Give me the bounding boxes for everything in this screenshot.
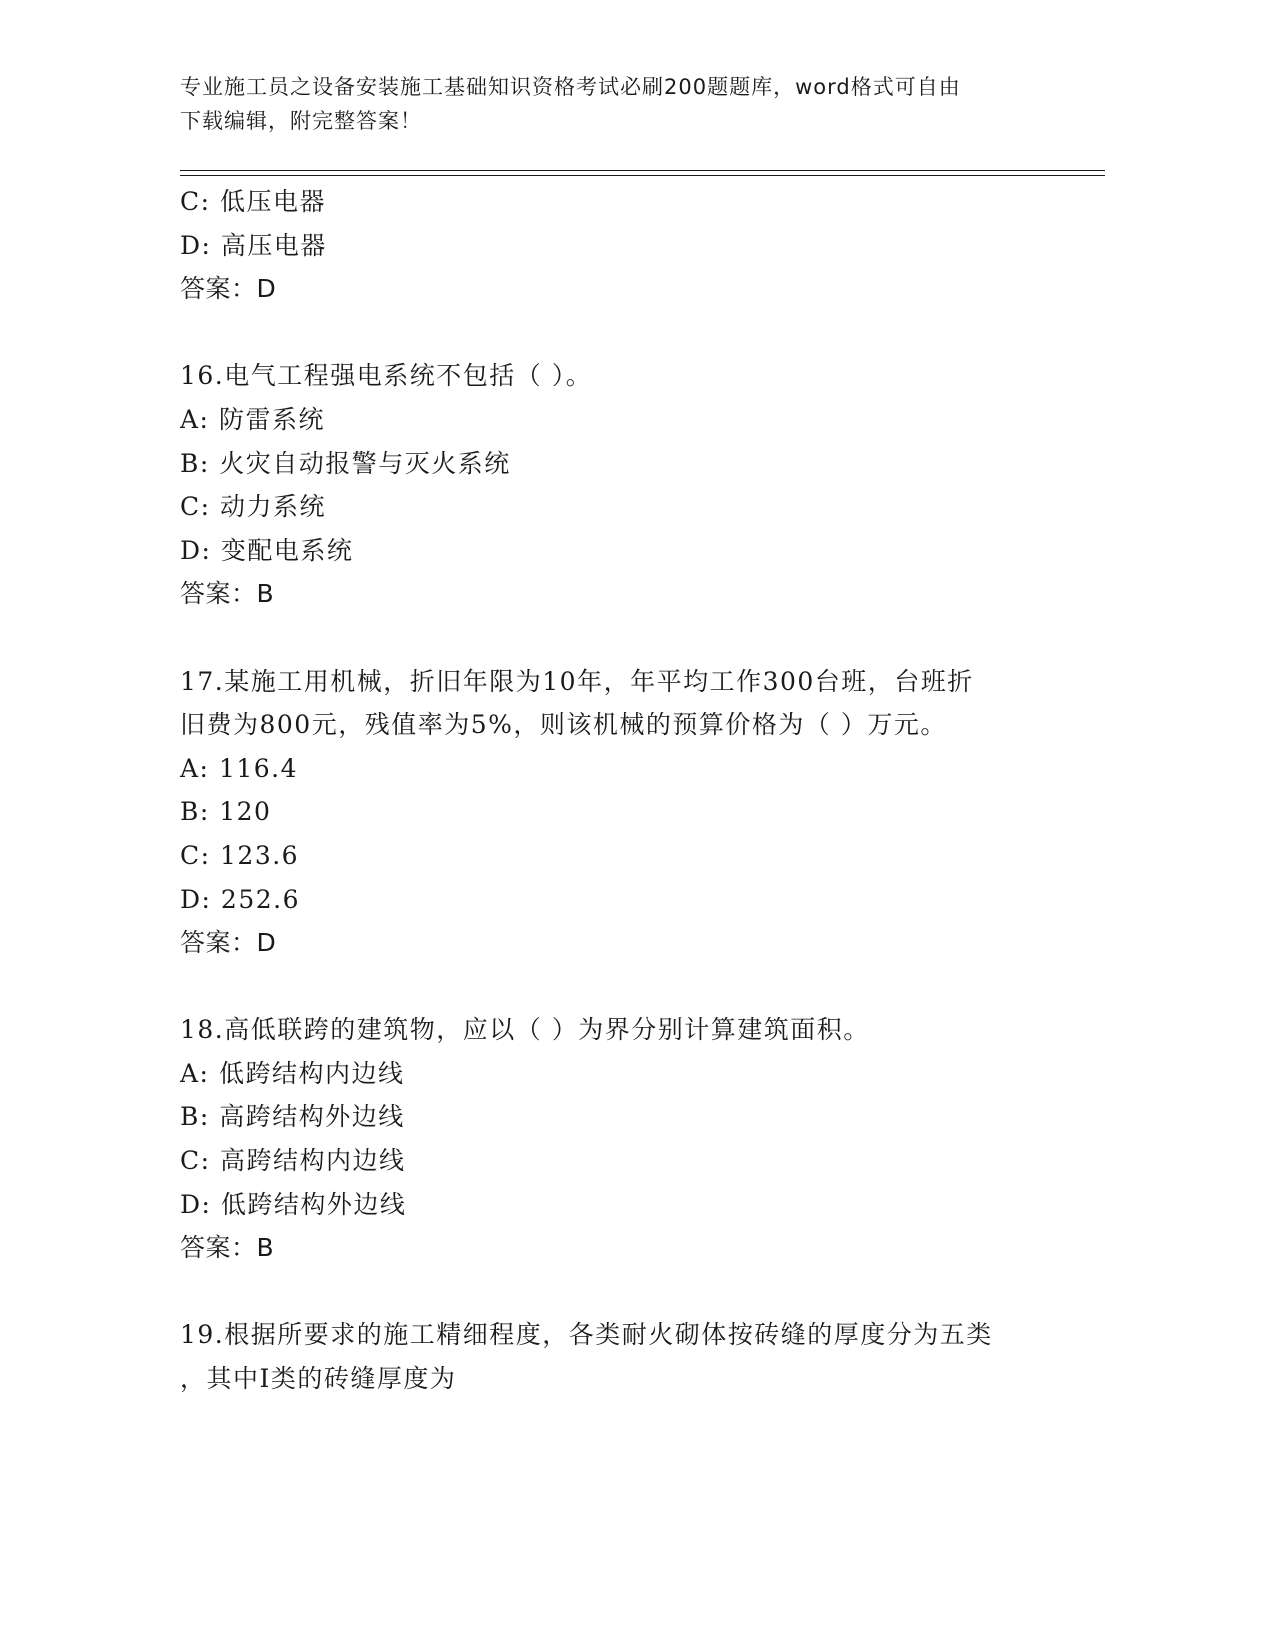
spacer [180,965,1050,1009]
header-rule-bottom [180,175,1105,176]
answer-line: 答案：B [180,1233,275,1263]
option-label: B: [180,797,210,827]
option-text: 高跨结构内边线 [220,1146,406,1176]
option-label: D: [180,230,212,260]
spacer [180,1270,1050,1314]
option-c [180,1139,1050,1183]
option-label: C: [180,187,211,216]
header-title-line-1: 专业施工员之设备安装施工基础知识资格考试必刷200题题库，word格式可自由 [180,75,961,99]
option-label: D: [180,1189,212,1219]
option-text: 变配电系统 [220,535,354,565]
header-title-line-2: 下载编辑，附完整答案！ [180,109,422,133]
option-c [180,834,1050,878]
option-text: 123.6 [220,840,300,870]
option-label: B: [180,448,210,478]
question-16 [180,354,1050,616]
option-label: B: [180,1102,210,1132]
question-text: 18.高低联跨的建筑物，应以（ ）为界分别计算建筑面积。 [180,1015,870,1045]
answer-line: 答案：D [180,928,277,958]
option-label: C: [180,840,211,870]
option-text: 120 [219,797,272,827]
answer-line: 答案：B [180,579,275,609]
option-text: 高跨结构外边线 [219,1102,405,1132]
option-label: C: [180,1146,211,1176]
option-label: A: [180,404,210,434]
document-header [180,70,1040,138]
option-b [180,1095,1050,1139]
option-text: 116.4 [218,753,299,783]
question-18 [180,1008,1050,1270]
option-b [180,442,1050,486]
answer-line: 答案：D [180,274,277,304]
option-text: 低压电器 [220,187,327,216]
option-a [180,747,1050,791]
option-text: 动力系统 [220,492,327,522]
option-d [180,878,1050,922]
option-label: A: [180,753,210,783]
option-label: D: [180,884,212,914]
question-list [180,180,1050,1401]
carryover-block [180,180,1050,311]
option-label: A: [180,1058,210,1088]
spacer [180,311,1050,355]
option-b [180,790,1050,834]
question-text: 16.电气工程强电系统不包括（ ）。 [180,361,593,391]
question-19 [180,1313,1050,1400]
option-c [180,485,1050,529]
question-text: 19.根据所要求的施工精细程度，各类耐火砌体按砖缝的厚度分为五类 [180,1320,993,1350]
option-d [180,224,1050,268]
option-label: D: [180,535,212,565]
option-text: 防雷系统 [218,404,325,434]
question-17 [180,660,1050,965]
option-text: 低跨结构内边线 [218,1058,405,1088]
option-text: 252.6 [220,884,300,914]
option-label: C: [180,492,211,522]
option-text: 低跨结构外边线 [220,1189,407,1219]
option-a [180,398,1050,442]
option-a [180,1052,1050,1096]
question-text-continued: ，其中I类的砖缝厚度为 [180,1364,457,1394]
spacer [180,616,1050,660]
option-c [180,180,1050,224]
option-d [180,529,1050,573]
option-text: 高压电器 [220,230,327,260]
option-text: 火灾自动报警与灭火系统 [219,448,511,478]
question-text: 17.某施工用机械，折旧年限为10年，年平均工作300台班，台班折 [180,666,974,696]
header-rule-top [180,170,1105,171]
question-text-continued: 旧费为800元，残值率为5%，则该机械的预算价格为（ ）万元。 [180,710,947,740]
option-d [180,1183,1050,1227]
